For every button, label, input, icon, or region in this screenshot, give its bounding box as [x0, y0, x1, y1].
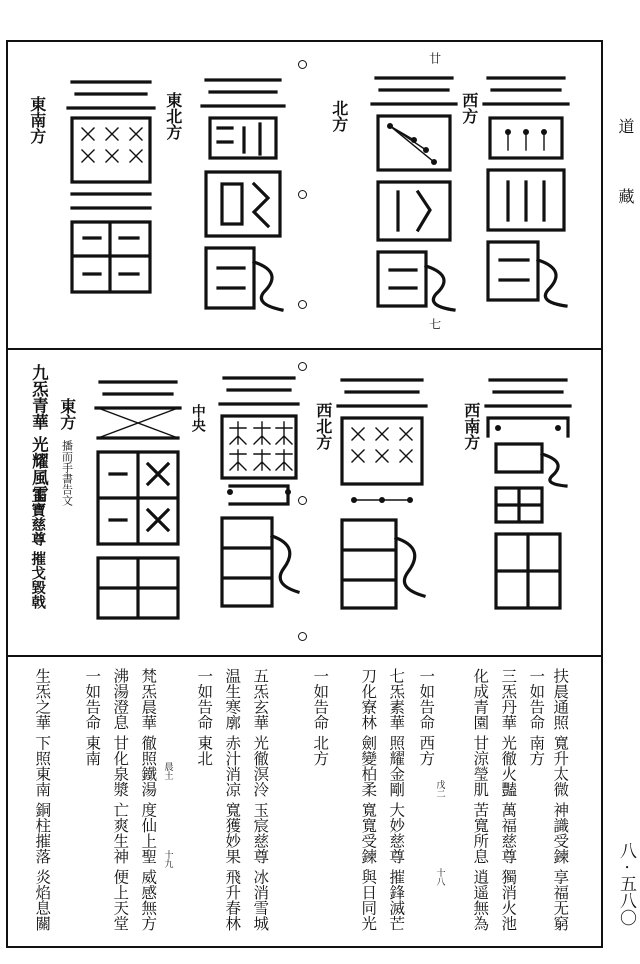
- label-northeast: 東北方: [163, 92, 183, 140]
- hymn-line-1: 九炁青華 光耀風雷: [29, 364, 49, 502]
- text-column-1: 扶晨通照 寬升太微 神識受鍊 享福无窮: [551, 668, 570, 931]
- punch-hole-2: [298, 190, 307, 199]
- talisman-northwest-icon: [334, 372, 430, 628]
- label-southwest: 西南方: [461, 402, 481, 450]
- margin-title-2: 藏: [616, 188, 635, 204]
- text-column-5: 一如告命 西方: [417, 668, 436, 766]
- label-center: 中央: [189, 404, 206, 432]
- punch-hole-1: [298, 60, 307, 69]
- text-column-7: 刀化寮林 劍變柏柔 寬寬受鍊 與日同光: [359, 668, 378, 931]
- punch-hole-6: [298, 632, 307, 641]
- label-west: 西方: [459, 92, 479, 124]
- label-northwest: 西北方: [313, 402, 333, 450]
- divider-top: [6, 348, 603, 350]
- talisman-west-icon: [478, 70, 574, 320]
- text-column-3: 三炁丹華 光徹火豔 萬福慈尊 獨消火池: [499, 668, 518, 931]
- text-column-14: 一如告命 東南: [83, 668, 102, 766]
- text-column-4: 化成青園 甘涼瑩肌 苦寬所息 逍遥無為: [471, 668, 490, 931]
- label-east: 東方: [57, 398, 77, 430]
- text-column-10: 温生寒廓 赤汁消凉 寬獲妙果 飛升春林: [223, 668, 242, 931]
- folio-mark: 廿: [427, 52, 442, 64]
- margin-note-3: 晨土: [162, 762, 173, 780]
- punch-hole-3: [298, 300, 307, 309]
- margin-note-4: 十九: [162, 850, 173, 868]
- text-column-8: 一如告命 北方: [311, 668, 330, 766]
- text-column-15: 生炁之華 下照東南 銅柱摧落 炎焰息關: [33, 668, 52, 931]
- page-mark: 七: [427, 318, 442, 330]
- margin-page-number: 八 · 五八〇: [616, 842, 636, 927]
- divider-bottom: [6, 655, 603, 657]
- east-note: 播而手書告文: [60, 440, 74, 506]
- text-column-11: 一如告命 東北: [195, 668, 214, 766]
- text-column-9: 五炁玄華 光徹溟泠 玉宸慈尊 冰消雪城: [251, 668, 270, 931]
- talisman-southwest-icon: [482, 372, 574, 622]
- text-column-2: 一如告命 南方: [527, 668, 546, 766]
- talisman-north-icon: [368, 70, 460, 320]
- text-column-12: 梵炁晨華 徹照鐵湯 度仙上聖 威感無方: [139, 668, 158, 931]
- talisman-southeast-icon: [64, 74, 158, 306]
- talisman-center-icon: [216, 370, 302, 626]
- label-southeast: 東南方: [27, 96, 47, 144]
- margin-note-2: 十八: [434, 868, 445, 886]
- talisman-northeast-icon: [198, 72, 288, 320]
- hymn-line-2: 玉寶慈尊 摧戈毀戟: [29, 488, 47, 610]
- label-north: 北方: [329, 100, 349, 132]
- text-column-6: 七炁素華 照耀金剛 大妙慈尊 摧鋒滅芒: [387, 668, 406, 931]
- talisman-east-icon: [92, 374, 184, 626]
- text-column-13: 沸湯澄息 甘化泉漿 亡爽生神 便上天堂: [111, 668, 130, 931]
- margin-note-1: 戊二: [434, 780, 445, 798]
- margin-title: 道: [616, 118, 635, 134]
